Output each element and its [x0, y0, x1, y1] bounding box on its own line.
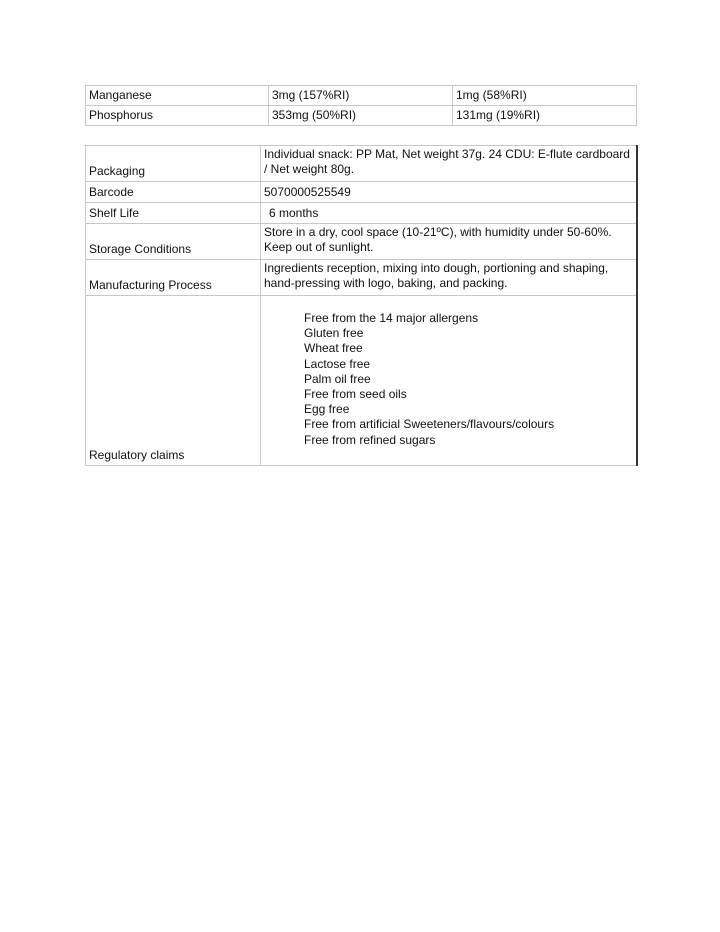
spec-value-storage: Store in a dry, cool space (10-21ºC), with humidity under 50-60%. Keep out of sunlight.	[261, 224, 637, 260]
nutrient-per-portion: 1mg (58%RI)	[453, 86, 637, 106]
nutrient-name: Phosphorus	[86, 106, 269, 126]
spec-value-packaging: Individual snack: PP Mat, Net weight 37g. 24 CDU: E-flute cardboard / Net weight 80g.	[261, 146, 637, 182]
table-row	[86, 86, 637, 106]
list-item: Gluten free	[304, 326, 364, 341]
nutrient-per-100g: 353mg (50%RI)	[269, 106, 453, 126]
table-row	[86, 260, 637, 296]
spec-label-manufacturing: Manufacturing Process	[86, 260, 261, 296]
table-row	[86, 224, 637, 260]
list-item: Free from seed oils	[304, 387, 407, 402]
spec-label-packaging: Packaging	[86, 146, 261, 182]
regulatory-claims-list	[264, 297, 633, 448]
spec-label-regulatory: Regulatory claims	[86, 296, 261, 466]
specification-table	[85, 145, 638, 466]
table-row	[86, 182, 637, 203]
nutrient-name: Manganese	[86, 86, 269, 106]
table-row	[86, 106, 637, 126]
nutrient-per-100g: 3mg (157%RI)	[269, 86, 453, 106]
list-item: Free from artificial Sweeteners/flavours/colours	[304, 417, 555, 432]
list-item: Lactose free	[304, 356, 371, 371]
nutrition-table	[85, 85, 637, 126]
nutrient-per-portion: 131mg (19%RI)	[453, 106, 637, 126]
list-item: Free from the 14 major allergens	[304, 311, 479, 325]
spec-value-regulatory	[261, 296, 637, 466]
table-row	[86, 203, 637, 224]
spec-label-shelf-life: Shelf Life	[86, 203, 261, 224]
list-item: Palm oil free	[304, 371, 371, 386]
table-row	[86, 146, 637, 182]
list-item: Wheat free	[304, 341, 363, 356]
spec-label-storage: Storage Conditions	[86, 224, 261, 260]
spec-value-shelf-life: 6 months	[269, 205, 319, 220]
spec-value-barcode: 5070000525549	[261, 182, 637, 203]
spec-label-barcode: Barcode	[86, 182, 261, 203]
spec-value-manufacturing: Ingredients reception, mixing into dough, portioning and shaping, hand-pressing with logo, baking, and packing.	[261, 260, 637, 296]
table-row	[86, 296, 637, 466]
list-item: Egg free	[304, 402, 350, 417]
list-item: Free from refined sugars	[304, 432, 436, 447]
